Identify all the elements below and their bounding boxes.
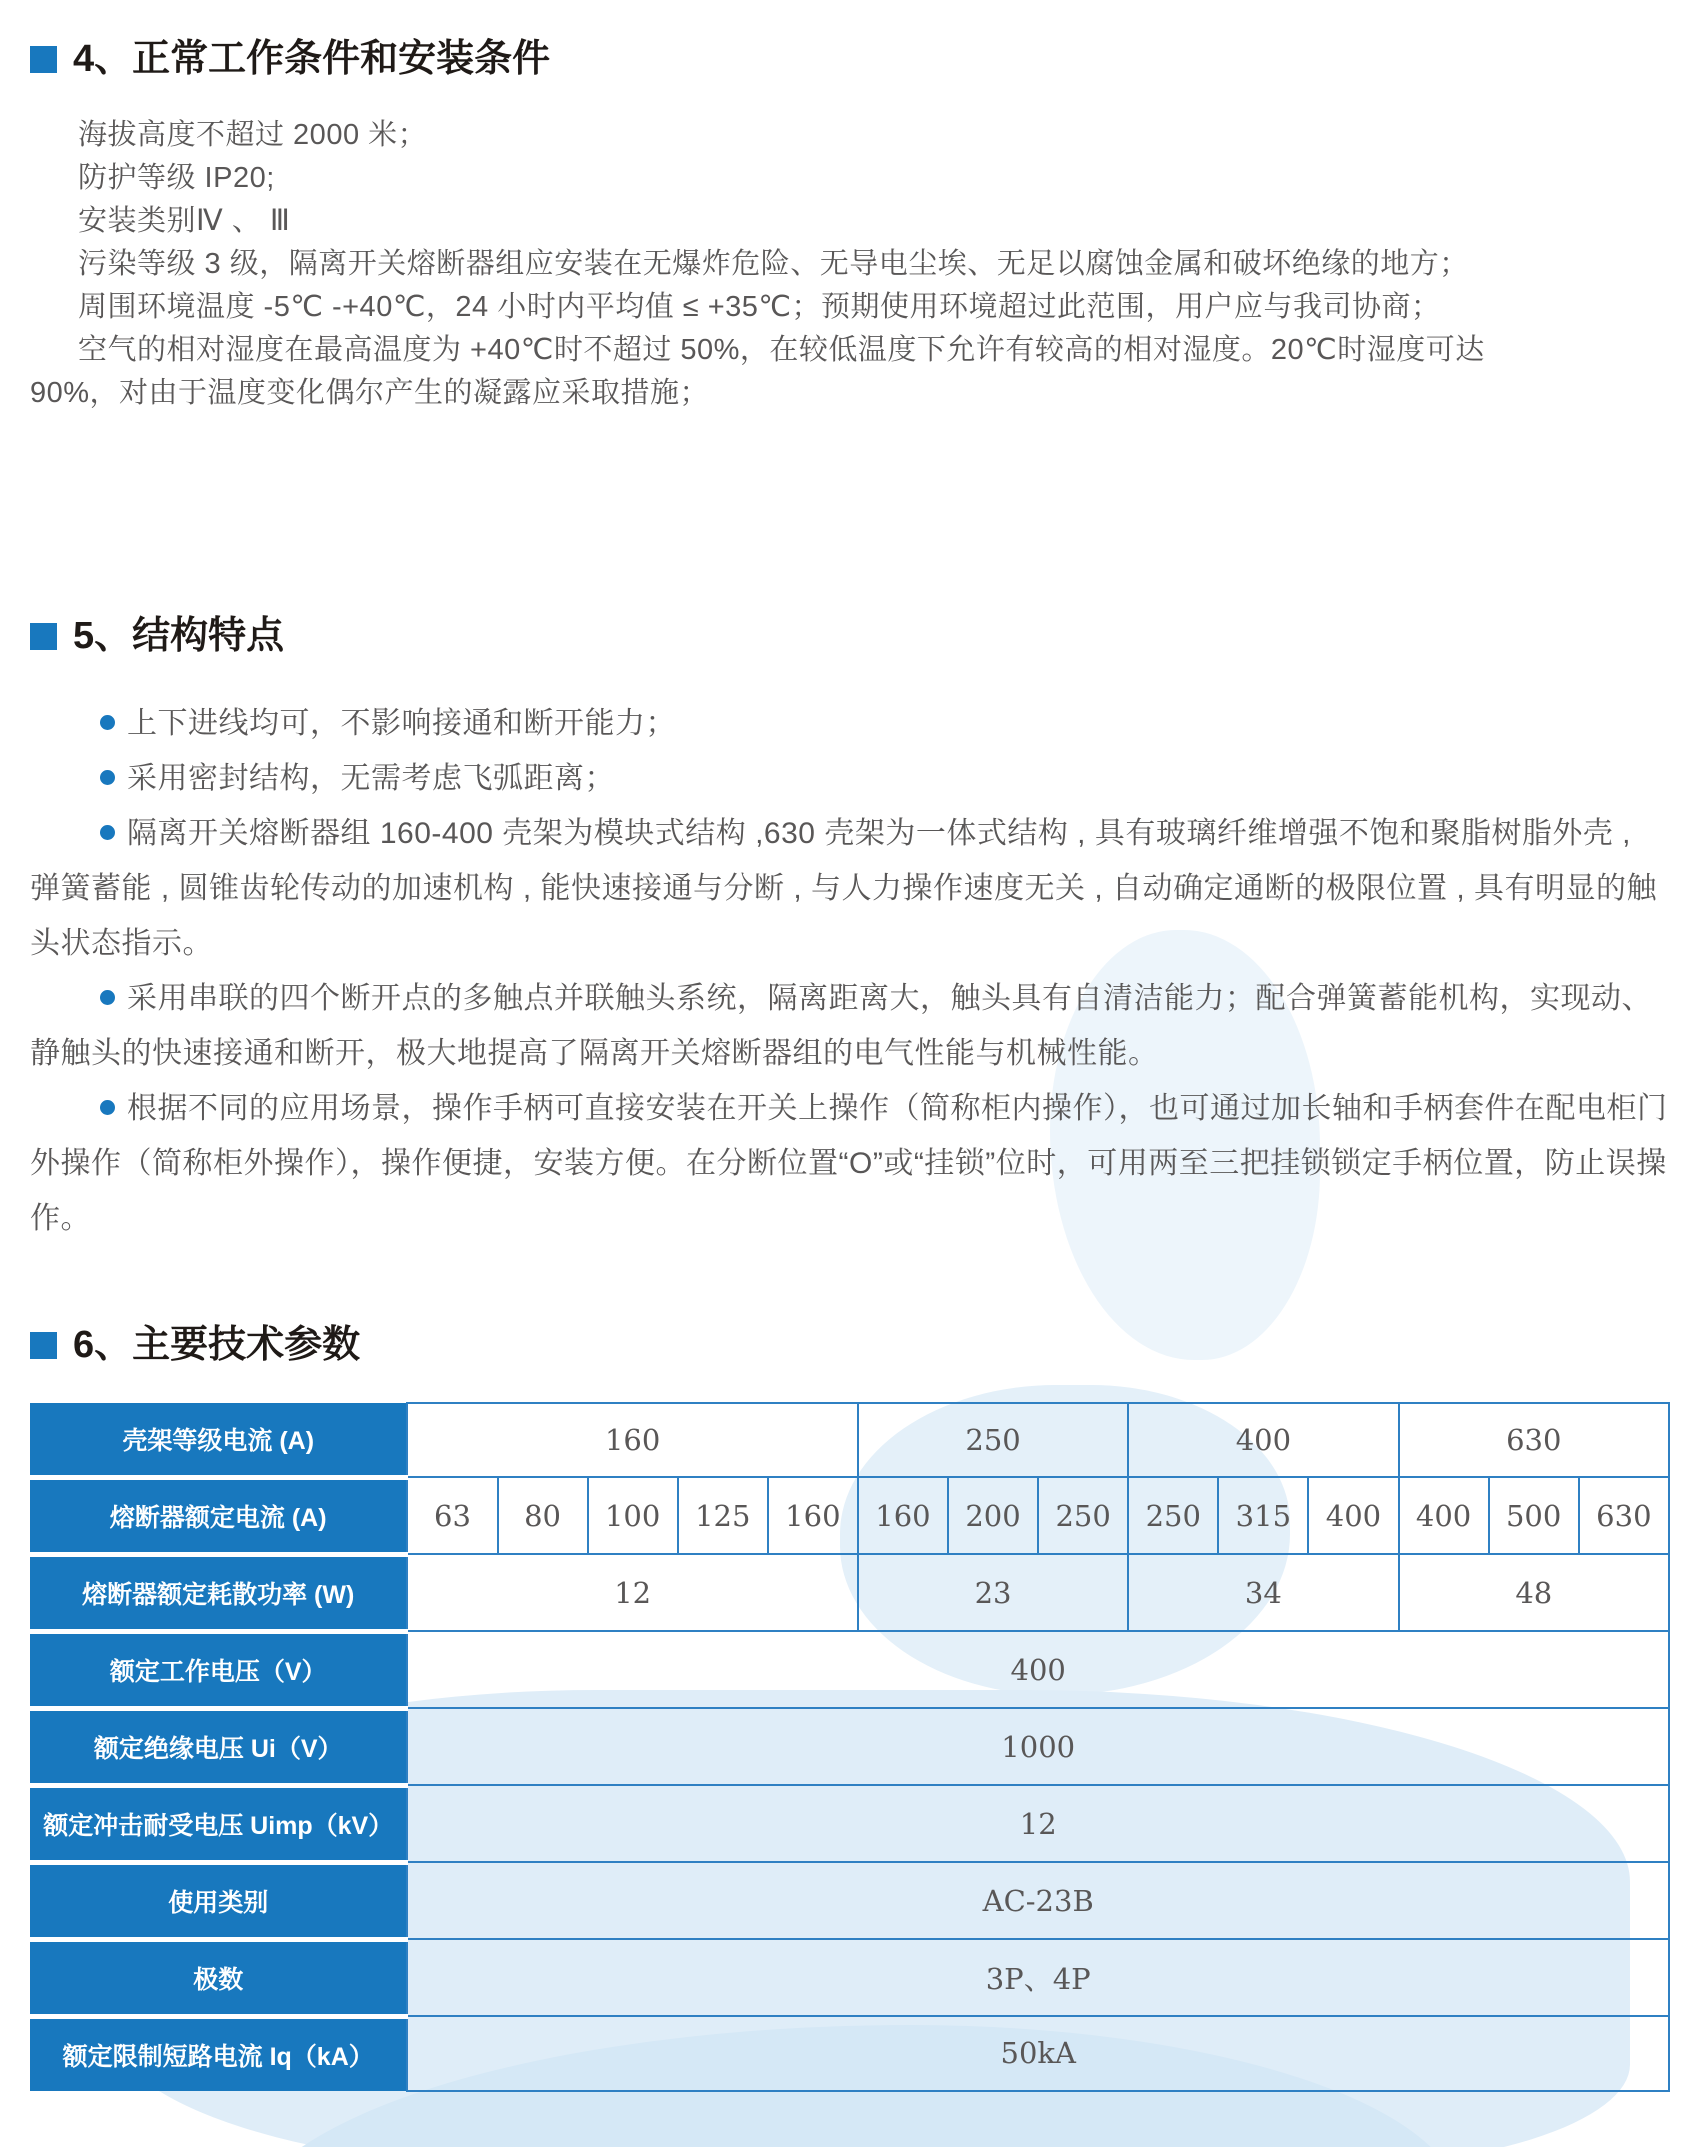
table-cell: 400 xyxy=(407,1631,1669,1708)
feature-bullet-text: 采用串联的四个断开点的多触点并联触头系统，隔离距离大，触头具有自清洁能力；配合弹簧蓄能机构，实现动、静触头的快速接通和断开，极大地提高了隔离开关熔断器组的电气性能与机械性能。 xyxy=(30,982,1652,1070)
feature-bullet-text: 根据不同的应用场景，操作手柄可直接安装在开关上操作（简称柜内操作），也可通过加长轴和手柄套件在配电柜门外操作（简称柜外操作），操作便捷，安装方便。在分断位置“O”或“挂锁”位时，可用两至三把挂锁锁定手柄位置，防止误操作。 xyxy=(30,1092,1668,1235)
table-cell: 400 xyxy=(1399,1477,1489,1554)
table-row-label: 额定绝缘电压 Ui（V） xyxy=(30,1708,407,1785)
section-structure-features xyxy=(30,613,1670,1247)
table-cell: 160 xyxy=(858,1477,948,1554)
table-cell: 48 xyxy=(1399,1554,1669,1631)
feature-bullet xyxy=(30,1081,1670,1246)
table-row-label: 使用类别 xyxy=(30,1862,407,1939)
body-text-line: 空气的相对湿度在最高温度为 +40℃时不超过 50%，在较低温度下允许有较高的相对湿度。20℃时湿度可达 xyxy=(78,333,1485,366)
table-row-label: 额定限制短路电流 Iq（kA） xyxy=(30,2016,407,2091)
table-cell: 200 xyxy=(948,1477,1038,1554)
structure-features-list xyxy=(30,696,1670,1246)
section-working-conditions xyxy=(30,36,1670,415)
table-cell: 630 xyxy=(1579,1477,1669,1554)
section-heading-4 xyxy=(30,36,1670,84)
table-row xyxy=(30,1554,1669,1631)
table-cell: 160 xyxy=(407,1403,857,1478)
blue-square-marker-icon xyxy=(30,623,57,650)
table-row xyxy=(30,1477,1669,1554)
table-row xyxy=(30,1939,1669,2016)
table-cell: 23 xyxy=(858,1554,1128,1631)
body-text-line: 安装类别Ⅳ 、 Ⅲ xyxy=(78,204,291,237)
section-heading-5 xyxy=(30,613,1670,661)
table-row-label: 额定工作电压（V） xyxy=(30,1631,407,1708)
table-row xyxy=(30,1708,1669,1785)
feature-bullet xyxy=(30,751,1670,806)
table-cell: 250 xyxy=(1128,1477,1218,1554)
table-row xyxy=(30,2016,1669,2091)
table-cell: 3P、4P xyxy=(407,1939,1669,2016)
table-cell: 250 xyxy=(1038,1477,1128,1554)
table-row-label: 极数 xyxy=(30,1939,407,2016)
table-cell: 50kA xyxy=(407,2016,1669,2091)
feature-bullet-text: 上下进线均可，不影响接通和断开能力； xyxy=(127,707,676,740)
table-row xyxy=(30,1631,1669,1708)
section-title-6: 6、主要技术参数 xyxy=(73,1324,361,1366)
body-text-line: 防护等级 IP20; xyxy=(78,161,275,194)
table-cell: 500 xyxy=(1489,1477,1579,1554)
table-row-label: 壳架等级电流 (A) xyxy=(30,1403,407,1478)
feature-bullet xyxy=(30,696,1670,751)
technical-parameters-table xyxy=(30,1402,1670,2092)
table-cell: 34 xyxy=(1128,1554,1398,1631)
body-text-line: 污染等级 3 级，隔离开关熔断器组应安装在无爆炸危险、无导电尘埃、无足以腐蚀金属和破坏绝缘的地方； xyxy=(78,247,1469,280)
bullet-dot-icon xyxy=(100,990,115,1005)
table-row-label: 熔断器额定电流 (A) xyxy=(30,1477,407,1554)
feature-bullet-text: 隔离开关熔断器组 160-400 壳架为模块式结构 ,630 壳架为一体式结构 , 具有玻璃纤维增强不饱和聚脂树脂外壳 , 弹簧蓄能 , 圆锥齿轮传动的加速机构 , 能快速接通与分断 , 与人力操作速度无关 , 自动确定通断的极限位置 , 具有明显的触头状态指示。 xyxy=(30,817,1658,960)
table-row-label: 额定冲击耐受电压 Uimp（kV） xyxy=(30,1785,407,1862)
table-cell: 80 xyxy=(498,1477,588,1554)
feature-bullet xyxy=(30,971,1670,1081)
section-title-5: 5、结构特点 xyxy=(73,614,285,657)
bullet-dot-icon xyxy=(100,1100,115,1115)
body-text-line: 周围环境温度 -5℃ -+40℃，24 小时内平均值 ≤ +35℃；预期使用环境超过此范围，用户应与我司协商； xyxy=(78,290,1441,323)
section-technical-parameters xyxy=(30,1322,1670,2092)
table-cell: 315 xyxy=(1218,1477,1308,1554)
table-row xyxy=(30,1862,1669,1939)
section-heading-6 xyxy=(30,1322,1670,1370)
table-cell: 12 xyxy=(407,1554,857,1631)
table-cell: 400 xyxy=(1308,1477,1398,1554)
table-cell: 160 xyxy=(768,1477,858,1554)
section-title-4: 4、正常工作条件和安装条件 xyxy=(73,38,551,80)
table-cell: 400 xyxy=(1128,1403,1398,1478)
table-row xyxy=(30,1785,1669,1862)
table-row xyxy=(30,1403,1669,1478)
table-cell: 630 xyxy=(1399,1403,1669,1478)
blue-square-marker-icon xyxy=(30,46,57,73)
bullet-dot-icon xyxy=(100,770,115,785)
table-row-label: 熔断器额定耗散功率 (W) xyxy=(30,1554,407,1631)
feature-bullet xyxy=(30,806,1670,971)
body-text-line: 90%，对由于温度变化偶尔产生的凝露应采取措施； xyxy=(30,376,710,409)
table-cell: 250 xyxy=(858,1403,1128,1478)
table-cell: 12 xyxy=(407,1785,1669,1862)
body-text-line: 海拔高度不超过 2000 米； xyxy=(78,118,428,151)
working-conditions-text-block xyxy=(30,114,1670,415)
table-cell: 125 xyxy=(678,1477,768,1554)
bullet-dot-icon xyxy=(100,825,115,840)
table-cell: 100 xyxy=(588,1477,678,1554)
table-cell: AC-23B xyxy=(407,1862,1669,1939)
feature-bullet-text: 采用密封结构，无需考虑飞弧距离； xyxy=(127,762,615,795)
table-cell: 1000 xyxy=(407,1708,1669,1785)
bullet-dot-icon xyxy=(100,715,115,730)
blue-square-marker-icon xyxy=(30,1332,57,1359)
table-cell: 63 xyxy=(407,1477,497,1554)
